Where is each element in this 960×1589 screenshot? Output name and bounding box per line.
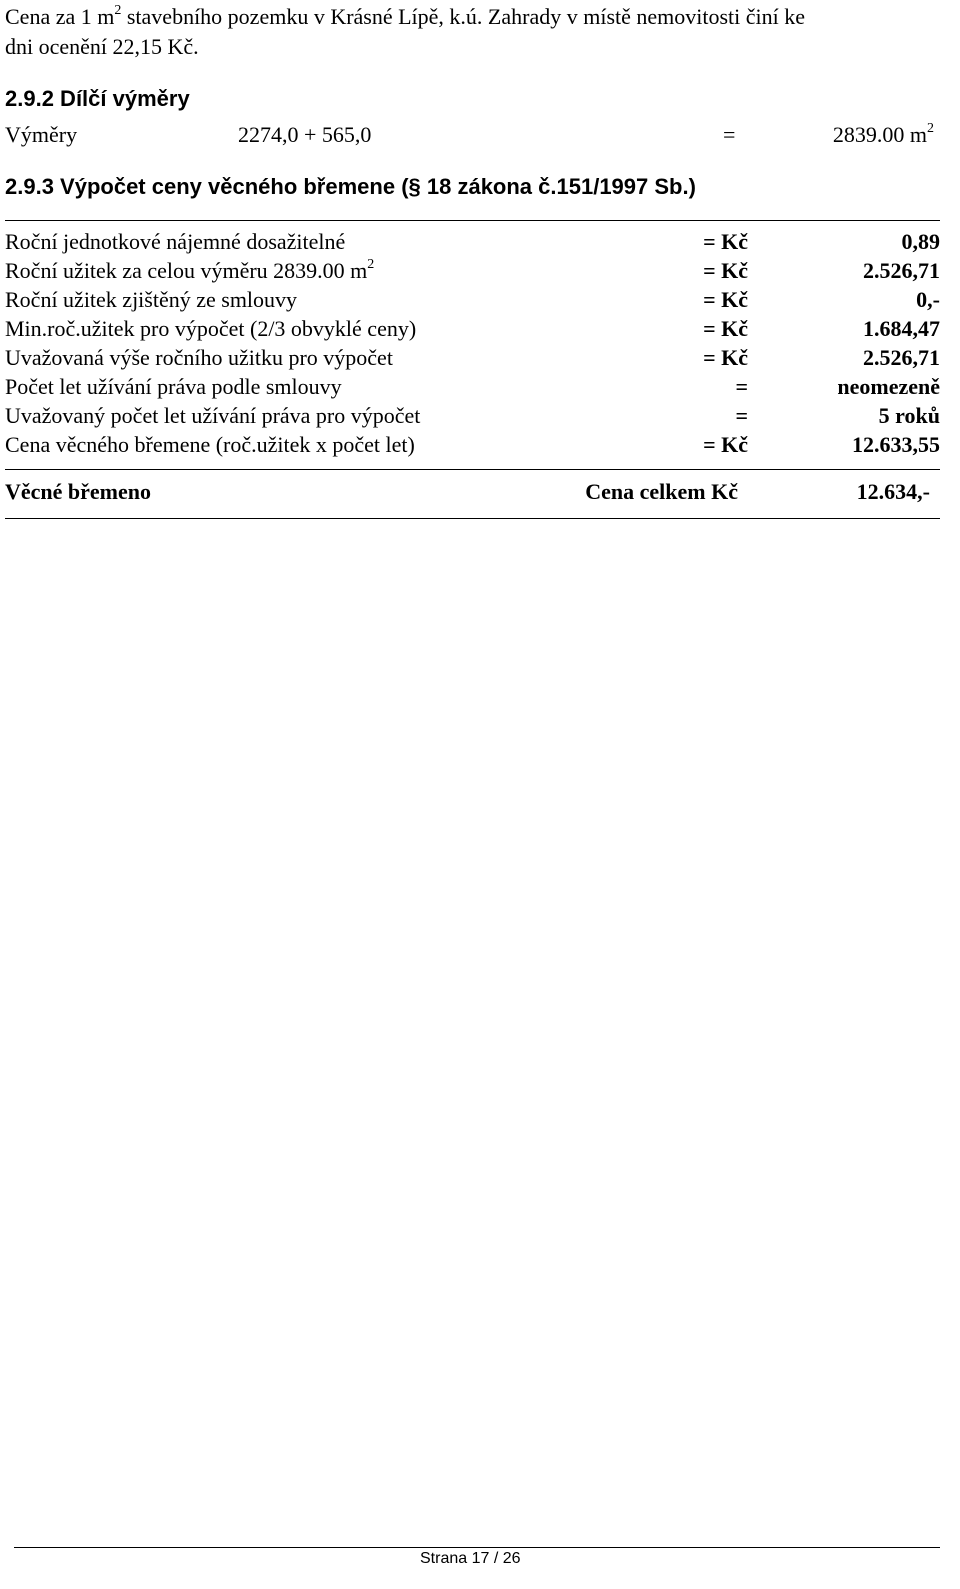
intro-line-1 — [5, 4, 805, 30]
table-row-value: 5 roků — [878, 403, 940, 428]
table-row-label: Min.roč.užitek pro výpočet (2/3 obvyklé ceny) — [5, 316, 417, 341]
table-row-label: Uvažovaný počet let užívání práva pro výpočet — [5, 403, 421, 428]
table-row-label — [5, 258, 374, 284]
section-heading-292 — [5, 86, 190, 112]
total-label: Věcné břemeno — [5, 479, 152, 504]
table-row-eq: = — [735, 403, 748, 428]
section-title-293: Výpočet ceny věcného břemene ( — [53, 174, 409, 199]
intro-line-2: dni ocenění 22,15 Kč. — [5, 34, 199, 59]
footer-rule — [14, 1547, 940, 1548]
table-row-value: neomezeně — [837, 374, 940, 399]
paragraph-sign: § — [408, 174, 421, 199]
vymery-result-sup: 2 — [927, 120, 934, 136]
section-title-293-rest: 18 zákona č.151/1997 Sb.) — [420, 174, 696, 199]
table-row-value: 0,89 — [901, 229, 940, 254]
vymery-result — [833, 122, 934, 148]
total-bottom-rule — [5, 518, 940, 519]
table-row-label: Uvažovaná výše ročního užitku pro výpočet — [5, 345, 393, 370]
intro-text-after: stavebního pozemku v Krásné Lípě, k.ú. Zahrady v místě nemovitosti činí ke — [121, 4, 806, 29]
intro-superscript: 2 — [114, 2, 122, 18]
table-row-eq: = Kč — [703, 287, 748, 312]
table-row-eq: = — [735, 374, 748, 399]
vymery-equals: = — [723, 122, 736, 147]
table-top-rule — [5, 220, 940, 221]
table-row-eq: = Kč — [703, 229, 748, 254]
table-row-label: Roční užitek zjištěný ze smlouvy — [5, 287, 298, 312]
table-row-value: 1.684,47 — [863, 316, 940, 341]
vymery-label: Výměry — [5, 122, 78, 147]
total-value: 12.634,- — [856, 479, 930, 504]
intro-text-before: Cena za 1 m — [5, 4, 115, 29]
table-row-label: Cena věcného břemene (roč.užitek x počet let) — [5, 432, 415, 457]
section-title-292: Dílčí výměry — [53, 86, 190, 111]
table-row-label-sup: 2 — [367, 256, 375, 272]
total-price-label: Cena celkem Kč — [585, 479, 738, 504]
table-row-value: 0,- — [916, 287, 940, 312]
page-number: Strana 17 / 26 — [420, 1550, 521, 1567]
table-row-label: Počet let užívání práva podle smlouvy — [5, 374, 342, 399]
section-number-293: 2.9.3 — [5, 174, 54, 199]
table-row-label: Roční jednotkové nájemné dosažitelné — [5, 229, 346, 254]
table-row-label-text: Roční užitek za celou výměru 2839.00 m — [5, 258, 368, 283]
table-row-eq: = Kč — [703, 258, 748, 283]
section-number-292: 2.9.2 — [5, 86, 54, 111]
table-row-value: 2.526,71 — [863, 258, 940, 283]
table-row-eq: = Kč — [703, 432, 748, 457]
table-row-eq: = Kč — [703, 316, 748, 341]
table-row-value: 12.633,55 — [852, 432, 940, 457]
total-top-rule — [5, 469, 940, 470]
section-heading-293 — [5, 174, 696, 200]
table-row-eq: = Kč — [703, 345, 748, 370]
table-row-value: 2.526,71 — [863, 345, 940, 370]
vymery-result-value: 2839.00 m — [832, 122, 927, 147]
vymery-formula: 2274,0 + 565,0 — [238, 122, 372, 147]
